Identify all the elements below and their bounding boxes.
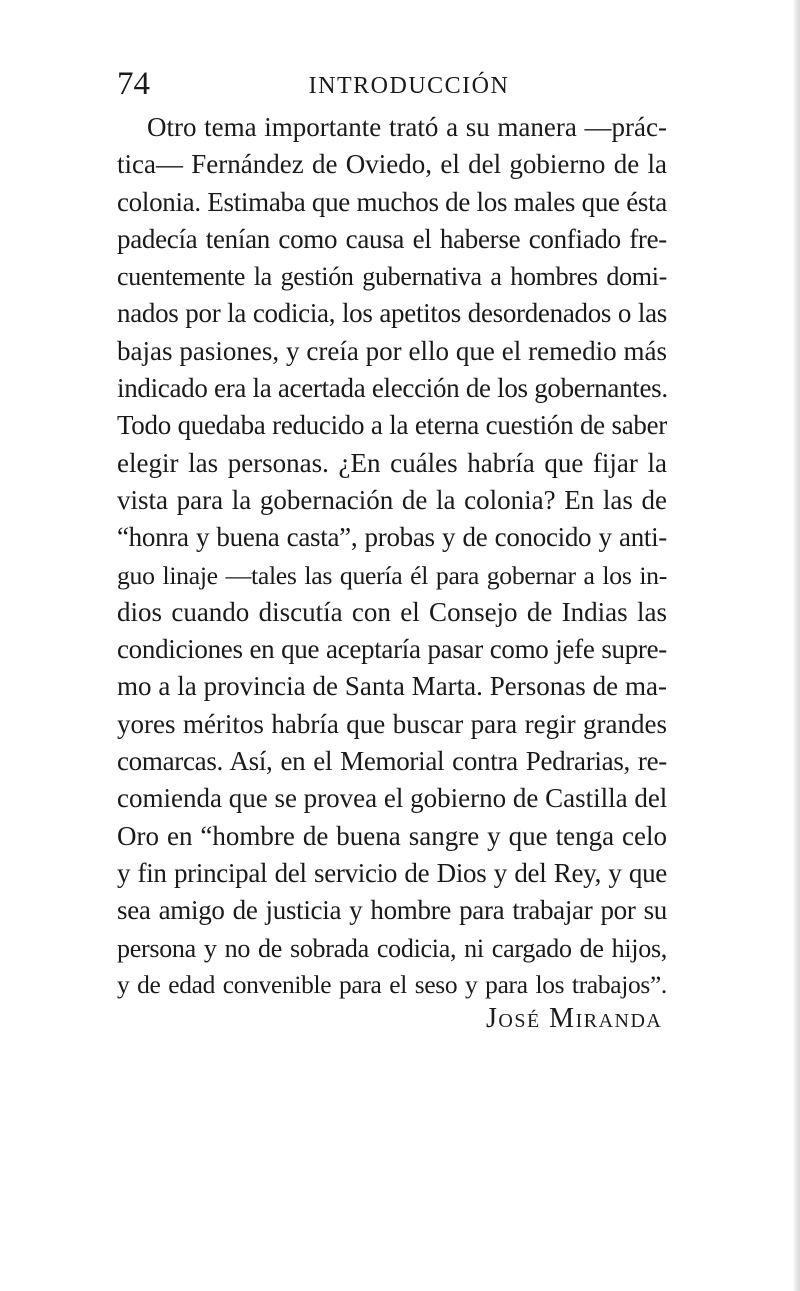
text-line: tica— Fernández de Oviedo, el del gobierno de la bbox=[117, 149, 667, 180]
text-line: Todo quedaba reducido a la eterna cuestión de saber bbox=[117, 410, 667, 441]
text-line: sea amigo de justicia y hombre para trabajar por su bbox=[117, 895, 667, 926]
author-signature: José Miranda bbox=[486, 1003, 663, 1034]
text-line: bajas pasiones, y creía por ello que el remedio más bbox=[117, 335, 667, 366]
text-line: yores méritos habría que buscar para regir grandes bbox=[117, 708, 667, 739]
text-line: Oro en “hombre de buena sangre y que tenga celo bbox=[117, 820, 667, 851]
text-line: “honra y buena casta”, probas y de conocido y anti- bbox=[117, 522, 667, 553]
text-line: vista para la gobernación de la colonia? En las de bbox=[117, 484, 667, 515]
page-edge-shadow bbox=[794, 0, 800, 1291]
running-head: INTRODUCCIÓN bbox=[308, 73, 510, 99]
text-line: dios cuando discutía con el Consejo de Indias las bbox=[117, 596, 667, 627]
page-number: 74 bbox=[117, 66, 150, 102]
text-line: nados por la codicia, los apetitos desordenados o las bbox=[117, 298, 667, 329]
text-line: y de edad convenible para el seso y para los trabajos”. bbox=[117, 970, 667, 999]
text-line: mo a la provincia de Santa Marta. Personas de ma- bbox=[117, 671, 667, 702]
text-line: padecía tenían como causa el haberse confiado fre- bbox=[117, 223, 667, 254]
text-line: Otro tema importante trató a su manera —prác- bbox=[147, 112, 667, 142]
text-line: comarcas. Así, en el Memorial contra Pedrarias, re- bbox=[117, 746, 667, 777]
page-header bbox=[117, 64, 665, 104]
text-line: comienda que se provea el gobierno de Castilla del bbox=[117, 783, 668, 814]
text-line: guo linaje —tales las quería él para gobernar a los in- bbox=[117, 560, 667, 590]
text-line: y fin principal del servicio de Dios y del Rey, y que bbox=[117, 857, 667, 888]
text-line: persona y no de sobrada codicia, ni cargado de hijos, bbox=[117, 933, 667, 963]
text-line: colonia. Estimaba que muchos de los males que ésta bbox=[117, 186, 667, 217]
text-line: indicado era la acertada elección de los gobernantes. bbox=[117, 373, 668, 404]
text-line: condiciones en que aceptaría pasar como jefe supre- bbox=[117, 634, 667, 665]
body-paragraph bbox=[117, 109, 667, 1004]
text-line: cuentemente la gestión gubernativa a hombres domi- bbox=[117, 262, 667, 292]
text-line: elegir las personas. ¿En cuáles habría que fijar la bbox=[117, 447, 667, 478]
